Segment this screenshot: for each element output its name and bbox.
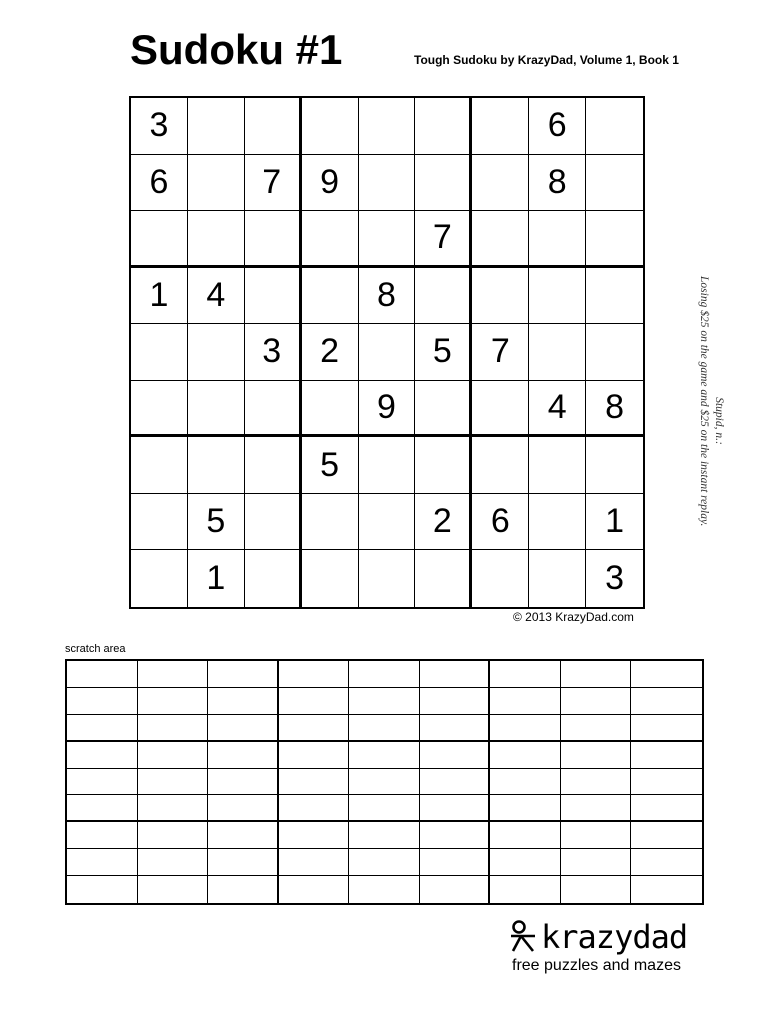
sudoku-cell[interactable] [472, 550, 529, 607]
sudoku-cell[interactable]: 3 [605, 559, 625, 598]
scratch-cell[interactable] [279, 661, 350, 688]
sudoku-cell[interactable]: 2 [415, 494, 472, 551]
scratch-cell[interactable] [279, 688, 350, 715]
sudoku-cell[interactable] [188, 324, 245, 381]
scratch-area-grid [65, 659, 704, 905]
sudoku-cell[interactable]: 6 [472, 494, 529, 551]
sudoku-cell[interactable] [131, 494, 188, 551]
sudoku-cell[interactable] [188, 155, 245, 212]
sudoku-cell[interactable]: 4 [529, 381, 586, 438]
scratch-cell[interactable] [349, 822, 420, 849]
scratch-cell[interactable] [349, 795, 420, 822]
scratch-cell[interactable] [67, 876, 138, 903]
sudoku-cell[interactable]: 9 [359, 381, 416, 438]
scratch-cell[interactable] [561, 795, 632, 822]
krazydad-figure-icon [509, 920, 539, 954]
scratch-cell[interactable] [138, 876, 209, 903]
sudoku-cell[interactable] [529, 494, 586, 551]
sudoku-cell[interactable] [245, 211, 302, 268]
scratch-cell[interactable] [490, 849, 561, 876]
scratch-cell[interactable] [208, 769, 279, 796]
scratch-cell[interactable] [420, 661, 491, 688]
sudoku-cell[interactable] [131, 211, 188, 268]
sudoku-cell[interactable] [245, 381, 302, 438]
scratch-cell[interactable] [561, 715, 632, 742]
scratch-cell[interactable] [631, 849, 702, 876]
sudoku-cell[interactable] [131, 381, 188, 438]
sudoku-cell[interactable] [245, 437, 302, 494]
sudoku-cell[interactable] [472, 437, 529, 494]
scratch-cell[interactable] [208, 876, 279, 903]
sudoku-cell[interactable] [415, 381, 472, 438]
sudoku-cell[interactable] [188, 98, 245, 155]
sudoku-cell[interactable] [188, 381, 245, 438]
scratch-cell[interactable] [490, 688, 561, 715]
scratch-cell[interactable] [208, 795, 279, 822]
scratch-cell[interactable] [420, 822, 491, 849]
sudoku-cell[interactable]: 9 [302, 155, 359, 212]
scratch-cell[interactable] [138, 795, 209, 822]
scratch-cell[interactable] [67, 769, 138, 796]
scratch-cell[interactable] [490, 769, 561, 796]
scratch-cell[interactable] [279, 769, 350, 796]
scratch-cell[interactable] [138, 742, 209, 769]
scratch-cell[interactable] [561, 742, 632, 769]
sudoku-cell[interactable]: 2 [302, 324, 359, 381]
scratch-cell[interactable] [138, 715, 209, 742]
sudoku-cell[interactable] [415, 155, 472, 212]
sudoku-cell[interactable] [586, 324, 643, 381]
scratch-cell[interactable] [561, 876, 632, 903]
sudoku-cell[interactable]: 7 [245, 155, 302, 212]
sudoku-cell[interactable] [586, 268, 643, 325]
krazydad-logo [505, 914, 710, 984]
scratch-cell[interactable] [631, 822, 702, 849]
sudoku-cell[interactable]: 1 [131, 268, 188, 325]
scratch-cell[interactable] [208, 715, 279, 742]
sudoku-cell[interactable] [188, 437, 245, 494]
scratch-cell[interactable] [208, 822, 279, 849]
sudoku-cell[interactable] [359, 494, 416, 551]
sudoku-cell[interactable] [529, 268, 586, 325]
scratch-cell[interactable] [208, 688, 279, 715]
sudoku-cell[interactable] [586, 211, 643, 268]
sudoku-cell[interactable]: 5 [302, 437, 359, 494]
sudoku-cell[interactable] [302, 381, 359, 438]
sudoku-cell[interactable] [131, 437, 188, 494]
scratch-cell[interactable] [67, 742, 138, 769]
scratch-cell[interactable] [279, 715, 350, 742]
sudoku-cell[interactable] [529, 550, 586, 607]
scratch-cell[interactable] [631, 742, 702, 769]
sudoku-cell[interactable] [359, 550, 416, 607]
sudoku-cell[interactable] [188, 211, 245, 268]
scratch-cell[interactable] [349, 849, 420, 876]
scratch-cell[interactable] [279, 795, 350, 822]
scratch-cell[interactable] [349, 661, 420, 688]
sudoku-cell[interactable]: 1 [586, 494, 643, 551]
sudoku-cell[interactable] [245, 550, 302, 607]
scratch-cell[interactable] [349, 769, 420, 796]
sudoku-cell[interactable] [245, 98, 302, 155]
sudoku-cell[interactable]: 8 [359, 268, 416, 325]
sudoku-cell[interactable] [586, 98, 643, 155]
scratch-cell[interactable] [208, 661, 279, 688]
scratch-cell[interactable] [420, 742, 491, 769]
scratch-cell[interactable] [561, 822, 632, 849]
sudoku-cell[interactable] [529, 324, 586, 381]
scratch-cell[interactable] [420, 715, 491, 742]
scratch-cell[interactable] [631, 661, 702, 688]
quote-author: Stupid, n.: [713, 397, 725, 445]
scratch-cell[interactable] [138, 822, 209, 849]
sudoku-grid [129, 96, 645, 609]
scratch-cell[interactable] [349, 876, 420, 903]
scratch-cell[interactable] [208, 849, 279, 876]
scratch-cell[interactable] [561, 688, 632, 715]
scratch-cell[interactable] [631, 715, 702, 742]
scratch-cell[interactable] [490, 742, 561, 769]
sudoku-cell[interactable]: 6 [131, 155, 188, 212]
scratch-cell[interactable] [67, 795, 138, 822]
scratch-cell[interactable] [208, 742, 279, 769]
sudoku-cell[interactable] [529, 437, 586, 494]
page-title: Sudoku #1 [130, 26, 343, 73]
sudoku-cell[interactable] [586, 155, 643, 212]
scratch-cell[interactable] [349, 688, 420, 715]
scratch-cell[interactable] [67, 849, 138, 876]
sudoku-cell[interactable]: 7 [415, 211, 472, 268]
sudoku-cell[interactable] [131, 324, 188, 381]
sudoku-cell[interactable]: 8 [529, 155, 586, 212]
scratch-cell[interactable] [138, 688, 209, 715]
scratch-cell[interactable] [279, 876, 350, 903]
scratch-cell[interactable] [561, 849, 632, 876]
scratch-cell[interactable] [561, 769, 632, 796]
sudoku-cell[interactable] [359, 324, 416, 381]
scratch-cell[interactable] [420, 795, 491, 822]
sudoku-cell[interactable] [302, 494, 359, 551]
scratch-cell[interactable] [490, 795, 561, 822]
sudoku-cell[interactable] [415, 437, 472, 494]
copyright-notice: © 2013 KrazyDad.com [513, 610, 634, 624]
sudoku-cell[interactable]: 8 [586, 381, 643, 438]
sudoku-cell[interactable] [131, 550, 188, 607]
sudoku-cell[interactable]: 1 [188, 550, 245, 607]
scratch-cell[interactable] [279, 742, 350, 769]
logo-wordmark: krazydad [541, 918, 688, 956]
sudoku-cell[interactable] [529, 211, 586, 268]
scratch-cell[interactable] [420, 688, 491, 715]
sudoku-cell[interactable]: 3 [131, 98, 188, 155]
sudoku-cell[interactable] [302, 98, 359, 155]
sudoku-cell[interactable] [359, 98, 416, 155]
scratch-cell[interactable] [631, 769, 702, 796]
sudoku-cell[interactable] [302, 211, 359, 268]
scratch-cell[interactable] [349, 742, 420, 769]
sudoku-cell[interactable]: 6 [529, 98, 586, 155]
scratch-cell[interactable] [631, 795, 702, 822]
sudoku-cell[interactable]: 3 [245, 324, 302, 381]
sudoku-cell[interactable] [245, 268, 302, 325]
sudoku-cell[interactable] [415, 550, 472, 607]
quote-text: Losing $25 on the game and $25 on the instant replay. [698, 276, 710, 527]
sudoku-cell[interactable] [472, 268, 529, 325]
sudoku-cell[interactable] [415, 98, 472, 155]
sudoku-cell[interactable]: 5 [415, 324, 472, 381]
scratch-cell[interactable] [279, 822, 350, 849]
scratch-cell[interactable] [490, 715, 561, 742]
side-quote [690, 276, 730, 576]
scratch-area-label: scratch area [65, 643, 126, 655]
sudoku-cell[interactable]: 5 [188, 494, 245, 551]
sudoku-cell[interactable] [586, 437, 643, 494]
scratch-cell[interactable] [279, 849, 350, 876]
sudoku-cell[interactable] [472, 381, 529, 438]
sudoku-cell[interactable]: 7 [472, 324, 529, 381]
sudoku-cell[interactable] [245, 494, 302, 551]
scratch-cell[interactable] [631, 876, 702, 903]
sudoku-cell[interactable] [472, 155, 529, 212]
scratch-cell[interactable] [490, 822, 561, 849]
sudoku-cell[interactable]: 4 [188, 268, 245, 325]
sudoku-cell[interactable] [302, 550, 359, 607]
scratch-cell[interactable] [67, 822, 138, 849]
scratch-cell[interactable] [67, 688, 138, 715]
scratch-cell[interactable] [67, 715, 138, 742]
scratch-cell[interactable] [420, 849, 491, 876]
scratch-cell[interactable] [561, 661, 632, 688]
sudoku-cell[interactable] [359, 211, 416, 268]
scratch-cell[interactable] [420, 769, 491, 796]
scratch-cell[interactable] [490, 661, 561, 688]
scratch-cell[interactable] [138, 661, 209, 688]
sudoku-cell[interactable] [359, 155, 416, 212]
sudoku-cell[interactable] [472, 98, 529, 155]
sudoku-cell[interactable] [359, 437, 416, 494]
logo-tagline: free puzzles and mazes [512, 957, 681, 974]
scratch-cell[interactable] [138, 849, 209, 876]
scratch-cell[interactable] [490, 876, 561, 903]
sudoku-cell[interactable] [472, 211, 529, 268]
scratch-cell[interactable] [349, 715, 420, 742]
scratch-cell[interactable] [138, 769, 209, 796]
puzzle-subtitle: Tough Sudoku by KrazyDad, Volume 1, Book 1 [414, 53, 679, 67]
scratch-cell[interactable] [67, 661, 138, 688]
scratch-cell[interactable] [631, 688, 702, 715]
sudoku-cell[interactable] [415, 268, 472, 325]
scratch-cell[interactable] [420, 876, 491, 903]
sudoku-cell[interactable] [302, 268, 359, 325]
